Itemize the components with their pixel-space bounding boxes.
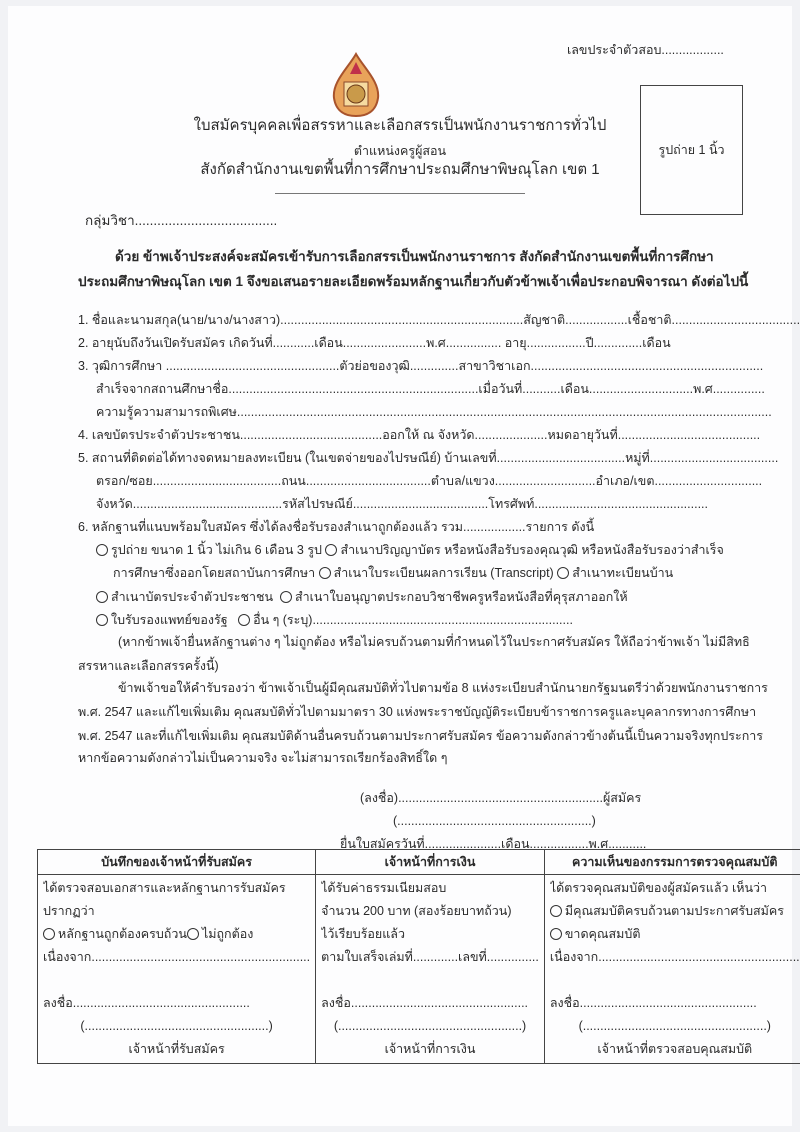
registrar-options <box>43 923 310 946</box>
registrar-text: ปรากฏว่า <box>43 904 95 918</box>
subject-group-field: กลุ่มวิชา...................................... <box>85 213 278 228</box>
form-title: ใบสมัครบุคคลเพื่อสรรหาและเลือกสรรเป็นพนักงานราชการทั่วไป <box>193 117 607 134</box>
finance-text: ได้รับค่าธรรมเนียมสอบ <box>321 881 447 895</box>
committee-text: ได้ตรวจคุณสมบัติของผู้สมัครแล้ว เห็นว่า <box>549 881 768 895</box>
registrar-role: เจ้าหน้าที่รับสมัคร <box>128 1042 225 1056</box>
item-id-card: 4. เลขบัตรประจำตัวประชาชน.........................................ออกให้ ณ จังหวัด.....................หมดอายุวันที่......................................... <box>78 428 761 442</box>
radio-circle-icon[interactable] <box>280 591 292 603</box>
declaration-line: หากข้อความดังกล่าวไม่เป็นความจริง จะไม่สามารถเรียกร้องสิทธิ์ใด ๆ <box>78 751 448 765</box>
item-name: 1. ชื่อและนามสกุล(นาย/นาง/นางสาว)......................................................................สัญชาติ..................เชื้อชาติ..................................... <box>78 313 800 327</box>
office-use-table <box>37 849 800 1064</box>
doc-transcript: สำเนาใบระเบียนผลการเรียน (Transcript) <box>333 566 554 580</box>
header-registrar: บันทึกของเจ้าหน้าที่รับสมัคร <box>38 850 316 875</box>
finance-receipt: ตามใบเสร็จเล่มที่.............เลขที่............... <box>321 950 539 964</box>
radio-circle-icon[interactable] <box>96 544 108 556</box>
finance-text: ไว้เรียบร้อยแล้ว <box>321 927 405 941</box>
documents-row <box>113 565 673 581</box>
radio-circle-icon[interactable] <box>319 567 331 579</box>
position-title: ตำแหน่งครูผู้สอน <box>353 144 447 158</box>
finance-name: (.....................................................) <box>333 1019 527 1033</box>
finance-role: เจ้าหน้าที่การเงิน <box>384 1042 476 1056</box>
applicant-name: (........................................................) <box>393 814 596 828</box>
finance-amount: จำนวน 200 บาท (สองร้อยบาทถ้วน) <box>321 904 512 918</box>
committee-reason: เนื่องจาก.......................................................... <box>549 950 800 964</box>
radio-circle-icon[interactable] <box>187 928 199 940</box>
item-special-skills: ความรู้ความสามารถพิเศษ.......................................................................................................................................................... <box>96 405 772 419</box>
radio-circle-icon[interactable] <box>325 544 337 556</box>
note-line: สรรหาและเลือกสรรครั้งนี้) <box>78 659 219 673</box>
item-education: 3. วุฒิการศึกษา ..................................................ตัวย่อของวุฒิ..............สาขาวิชาเอก................................................................... <box>78 359 764 373</box>
declaration-line: พ.ศ. 2547 และแก้ไขเพิ่มเติม คุณสมบัติทั่วไปตามมาตรา 30 แห่งพระราชบัญญัติระเบียบข้าราชการครูและบุคลากรทางการศึกษา <box>78 705 757 719</box>
option-complete: หลักฐานถูกต้องครบถ้วน <box>58 927 187 941</box>
doc-degree: สำเนาปริญญาบัตร หรือหนังสือรับรองคุณวุฒิ หรือหนังสือรับรองว่าสำเร็จ <box>340 543 724 557</box>
doc-id-card: สำเนาบัตรประจำตัวประชาชน <box>111 590 273 604</box>
agency-title: สังกัดสำนักงานเขตพื้นที่การศึกษาประถมศึกษาพิษณุโลก เขต 1 <box>200 161 600 178</box>
registrar-text: ได้ตรวจสอบเอกสารและหลักฐานการรับสมัคร <box>43 881 286 895</box>
doc-house-registration: สำเนาทะเบียนบ้าน <box>572 566 674 580</box>
declaration-line: ข้าพเจ้าขอให้คำรับรองว่า ข้าพเจ้าเป็นผู้มีคุณสมบัติทั่วไปตามข้อ 8 แห่งระเบียบสำนักนายกรัฐมนตรีว่าด้วยพนักงานราชการ <box>118 681 768 695</box>
doc-photo: รูปถ่าย ขนาด 1 นิ้ว ไม่เกิน 6 เดือน 3 รูป <box>111 543 322 557</box>
radio-circle-icon[interactable] <box>550 928 562 940</box>
doc-teacher-license: สำเนาใบอนุญาตประกอบวิชาชีพครูหรือหนังสือที่คุรุสภาออกให้ <box>294 590 628 604</box>
registrar-cell <box>38 875 316 1064</box>
agency-logo <box>330 52 382 118</box>
header-finance: เจ้าหน้าที่การเงิน <box>316 850 545 875</box>
committee-name: (.....................................................) <box>578 1019 771 1033</box>
option-incorrect: ไม่ถูกต้อง <box>201 927 254 941</box>
radio-circle-icon[interactable] <box>557 567 569 579</box>
registrar-name: (.....................................................) <box>80 1019 273 1033</box>
doc-degree-cont: การศึกษาซึ่งออกโดยสถาบันการศึกษา <box>113 566 316 580</box>
registrar-reason: เนื่องจาก............................................................... <box>43 950 311 964</box>
committee-option <box>550 923 800 946</box>
option-unqualified: ขาดคุณสมบัติ <box>564 927 641 941</box>
item-institution: สำเร็จจากสถานศึกษาชื่อ........................................................................เมื่อวันที่...........เดือน..............................พ.ศ............... <box>96 382 765 396</box>
radio-circle-icon[interactable] <box>238 614 250 626</box>
radio-circle-icon[interactable] <box>96 591 108 603</box>
exam-id-field: เลขประจำตัวสอบ.................. <box>567 43 724 57</box>
item-age: 2. อายุนับถึงวันเปิดรับสมัคร เกิดวันที่............เดือน........................พ.ศ................ อายุ.................ปี..............เดือน <box>78 336 671 350</box>
header-committee: ความเห็นของกรรมการตรวจคุณสมบัติ <box>544 850 800 875</box>
doc-other: อื่น ๆ (ระบุ)........................................................................... <box>253 613 573 627</box>
option-qualified: มีคุณสมบัติครบถ้วนตามประกาศรับสมัคร <box>564 904 784 918</box>
documents-row <box>96 612 573 628</box>
item-documents: 6. หลักฐานที่แนบพร้อมใบสมัคร ซึ่งได้ลงชื่อรับรองสำเนาถูกต้องแล้ว รวม..................รายการ ดังนี้ <box>78 520 595 534</box>
submission-date: ยื่นใบสมัครวันที่......................เดือน.................พ.ศ........... <box>340 837 647 851</box>
title-divider <box>275 193 525 194</box>
committee-option <box>550 900 800 923</box>
documents-row <box>96 542 724 558</box>
item-address-province: จังหวัด...........................................รหัสไปรษณีย์.......................................โทรศัพท์.................................................. <box>96 497 708 511</box>
radio-circle-icon[interactable] <box>96 614 108 626</box>
declaration-line: พ.ศ. 2547 และที่แก้ไขเพิ่มเติม คุณสมบัติด้านอื่นครบถ้วนตามประกาศรับสมัคร ข้อความดังกล่าวข้างต้นนี้เป็นความจริงทุกประการ <box>78 729 763 743</box>
committee-cell <box>544 875 800 1064</box>
finance-cell <box>316 875 545 1064</box>
item-address-street: ตรอก/ซอย.....................................ถนน....................................ตำบล/แขวง.............................อำเภอ/เขต............................... <box>96 474 763 488</box>
photo-box-label: รูปถ่าย 1 นิ้ว <box>658 143 725 157</box>
registrar-signature: ลงชื่อ................................................... <box>43 996 250 1010</box>
finance-signature: ลงชื่อ................................................... <box>321 996 529 1010</box>
doc-medical-certificate: ใบรับรองแพทย์ของรัฐ <box>111 613 228 627</box>
photo-box <box>640 85 743 215</box>
documents-row <box>96 589 628 605</box>
intro-line: ด้วย ข้าพเจ้าประสงค์จะสมัครเข้ารับการเลือกสรรเป็นพนักงานราชการ สังกัดสำนักงานเขตพื้นที่การศึกษา <box>115 249 714 264</box>
applicant-signature: (ลงชื่อ)...........................................................ผู้สมัคร <box>360 791 642 805</box>
item-address: 5. สถานที่ติดต่อได้ทางจดหมายลงทะเบียน (ในเขตจ่ายของไปรษณีย์) บ้านเลขที่.....................................หมู่ที่..................................... <box>78 451 779 465</box>
intro-line: ประถมศึกษาพิษณุโลก เขต 1 จึงขอเสนอรายละเอียดพร้อมหลักฐานเกี่ยวกับตัวข้าพเจ้าเพื่อประกอบพิจารณา ดังต่อไปนี้ <box>78 274 749 289</box>
committee-role: เจ้าหน้าที่ตรวจสอบคุณสมบัติ <box>597 1042 753 1056</box>
radio-circle-icon[interactable] <box>550 905 562 917</box>
radio-circle-icon[interactable] <box>43 928 55 940</box>
committee-signature: ลงชื่อ................................................... <box>549 996 757 1010</box>
note-line: (หากข้าพเจ้ายื่นหลักฐานต่าง ๆ ไม่ถูกต้อง หรือไม่ครบถ้วนตามที่กำหนดไว้ในประกาศรับสมัคร ให้ถือว่าข้าพเจ้า ไม่มีสิทธิ <box>118 635 750 649</box>
